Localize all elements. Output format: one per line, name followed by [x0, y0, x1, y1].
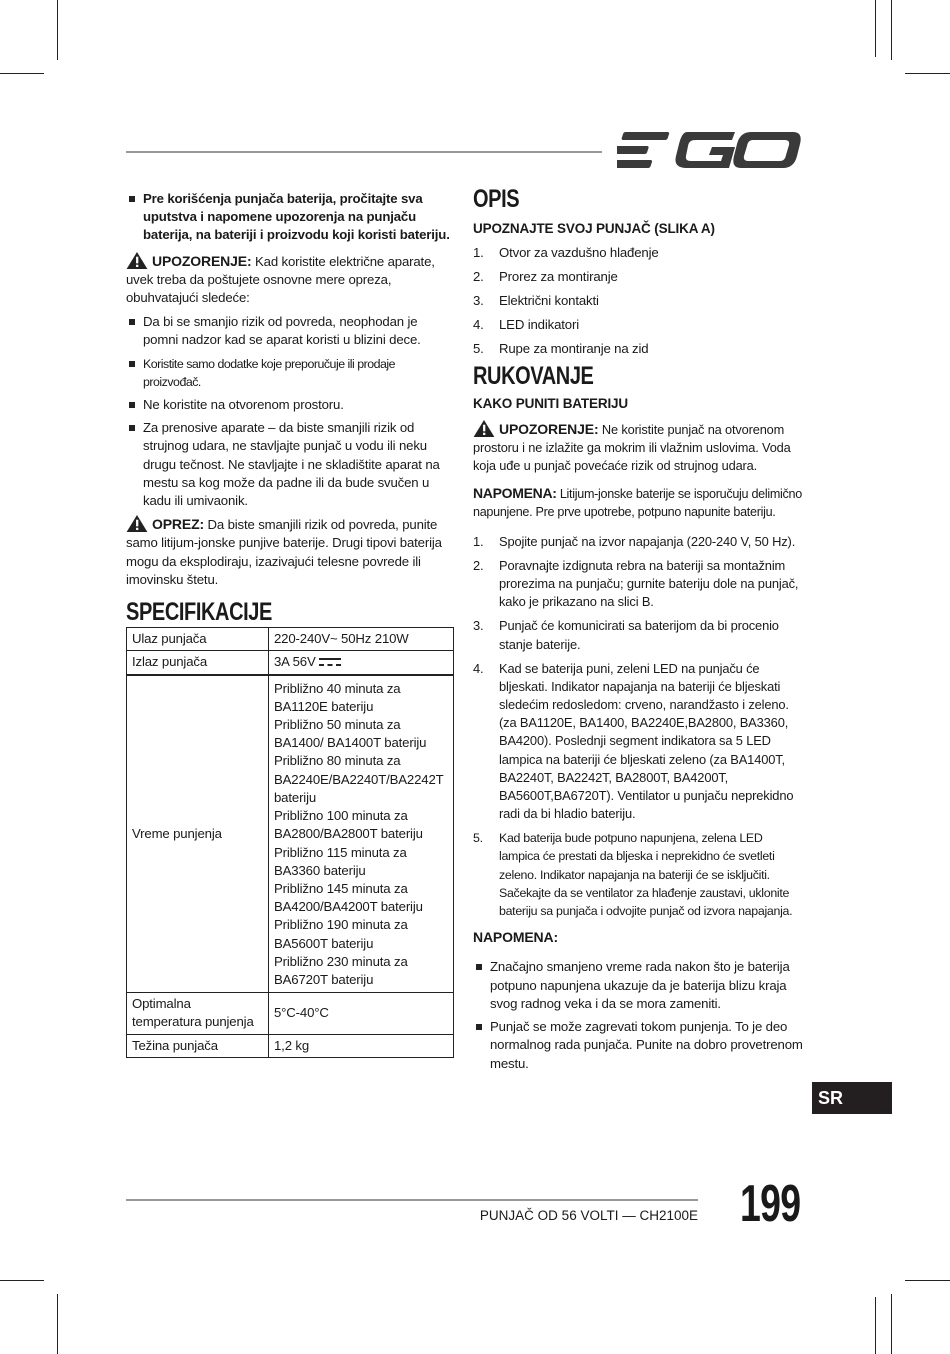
know-heading: UPOZNAJTE SVOJ PUNJAČ (SLIKA A): [473, 221, 715, 237]
crop-mark: [0, 1280, 44, 1281]
note-text: Litijum-jonske baterije se isporučuju delimično napunjene. Pre prve upotrebe, potpuno napunite bateriju.: [473, 486, 802, 519]
warning-block: [473, 420, 803, 476]
spec-heading: SPECIFIKACIJE: [126, 598, 272, 627]
charge-time: Približno 80 minuta za BA2240E/BA2240T/BA2242T bateriju: [274, 753, 444, 805]
list-item: [473, 660, 803, 824]
caution-label: OPREZ:: [152, 516, 204, 533]
warning-label: UPOZORENJE:: [152, 252, 252, 269]
crop-mark: [875, 0, 876, 57]
item-number: 2.: [473, 558, 484, 574]
opis-heading: OPIS: [473, 185, 520, 213]
charge-time: Približno 40 minuta za BA1120E bateriju: [274, 680, 401, 714]
spec-value-cell: [269, 675, 454, 993]
ego-logo: [617, 128, 801, 172]
list-item: [473, 557, 803, 612]
list-item: [473, 829, 803, 920]
crop-mark: [891, 0, 892, 60]
spec-label: Ulaz punjača: [127, 628, 269, 651]
spec-table: [126, 627, 454, 1057]
table-row: [127, 628, 454, 651]
warning-text: Kad koristite električne aparate, uvek treba da poštujete osnovne mere opreza, obuhvatajući sledeće:: [126, 253, 435, 306]
list-item: [473, 533, 803, 551]
charge-time: Približno 145 minuta za BA4200/BA4200T bateriju: [274, 880, 423, 915]
list-item: [473, 316, 803, 334]
spec-label: Izlaz punjača: [127, 651, 269, 675]
item-number: 1.: [473, 534, 484, 550]
crop-mark: [0, 73, 44, 74]
item-text: Rupe za montiranje na zid: [499, 341, 649, 357]
warning-icon: [473, 420, 495, 437]
item-text: Punjač će komunicirati sa baterijom da bi procenio stanje baterije.: [499, 618, 779, 652]
list-item: [473, 617, 803, 653]
footer-rule: [126, 1199, 698, 1201]
list-item: Da bi se smanjio rizik od povreda, neophodan je pomni nadzor kad se aparat koristi u blizini dece.: [126, 313, 454, 349]
charge-time: Približno 230 minuta za BA6720T bateriju: [274, 953, 408, 987]
warning-icon: [126, 515, 148, 532]
list-item: Koristite samo dodatke koje preporučuje ili prodaje proizvođač.: [126, 355, 454, 391]
table-row: [127, 651, 454, 675]
item-text: LED indikatori: [499, 317, 579, 333]
note2-label: NAPOMENA:: [473, 929, 558, 946]
item-number: 5.: [473, 831, 483, 846]
item-text: Otvor za vazdušno hlađenje: [499, 245, 659, 261]
note-label: NAPOMENA:: [473, 484, 557, 501]
note-block: [473, 484, 803, 521]
spec-label: Težina punjača: [127, 1034, 269, 1057]
item-number: 3.: [473, 618, 484, 634]
warning-label: UPOZORENJE:: [499, 421, 599, 438]
item-number: 2.: [473, 269, 484, 285]
charge-time: Približno 115 minuta za BA3360 bateriju: [274, 844, 407, 878]
crop-mark: [891, 1294, 892, 1354]
list-item: Punjač se može zagrevati tokom punjenja. To je deo normalnog rada punjača. Punite na dobro provetrenom mestu.: [473, 1018, 803, 1073]
item-text: Poravnajte izdignuta rebra na bateriji sa montažnim prorezima na punjaču; gurnite bateriju dole na punjač, kako je prikazano na slici B.: [499, 558, 799, 610]
warning-text: Ne koristite punjač na otvorenom prostoru i ne izlažite ga mokrim ili vlažnim uslovima. Voda koja uđe u punjač povećaće rizik od strujnog udara.: [473, 422, 791, 474]
list-item: [473, 340, 803, 358]
item-text: Električni kontakti: [499, 293, 599, 309]
crop-mark: [905, 1280, 950, 1281]
list-item: [473, 292, 803, 310]
crop-mark: [875, 1297, 876, 1354]
charge-time: Približno 100 minuta za BA2800/BA2800T bateriju: [274, 808, 423, 842]
spec-label: Vreme punjenja: [127, 675, 269, 993]
rukovanje-heading: RUKOVANJE: [473, 361, 594, 390]
footer-title: PUNJAČ OD 56 VOLTI — CH2100E: [479, 1208, 698, 1223]
dc-symbol-icon: [319, 657, 341, 667]
item-number: 3.: [473, 293, 484, 309]
how-heading: KAKO PUNITI BATERIJU: [473, 395, 629, 411]
spec-value: 3A 56V: [274, 654, 316, 670]
item-text: Prorez za montiranje: [499, 269, 618, 285]
crop-mark: [57, 0, 58, 60]
charge-time: Približno 50 minuta za BA1400/ BA1400T bateriju: [274, 717, 427, 751]
table-row: [127, 1034, 454, 1057]
item-text: Kad baterija bude potpuno napunjena, zelena LED lampica će prestati da bljeska i neprekidno će svetleti zeleno. Indikator napajanja na bateriji će se isključiti. Sačekajte da se ventilator za hlađenje zaustavi, uklonite bateriju sa punjača i odvojite punjač od izvora napajanja.: [499, 831, 793, 919]
left-column: [126, 190, 454, 1058]
page-number: 199: [740, 1175, 801, 1233]
spec-value-cell: [269, 651, 454, 675]
steps-list: [473, 533, 803, 920]
item-text: Kad se baterija puni, zeleni LED na punjaču će bljeskati. Indikator napajanja na bateriji će bljeskati sledećim redosledom: crveno, narandžasto i zeleno. (za BA1120E, BA1400, BA2240E,BA2800, BA3360, BA4200). Poslednji segment indikatora sa 5 LED lampica na bateriji će bljeskati zeleno (za BA1400T, BA2240T, BA2242T, BA2800T, BA4200T, BA5600T,BA6720T). Ventilator u punjaču neprekidno radi da bi hladio bateriju.: [499, 660, 794, 822]
crop-mark: [57, 1294, 58, 1354]
parts-list: [473, 244, 803, 358]
item-number: 1.: [473, 245, 484, 261]
table-row: [127, 675, 454, 993]
intro-bullet: Pre korišćenja punjača baterija, pročitajte sva uputstva i napomene upozorenja na punjaču baterija, na bateriji i proizvodu koji koristi bateriju.: [126, 190, 454, 245]
charge-time: Približno 190 minuta za BA5600T bateriju: [274, 917, 408, 951]
spec-value: 1,2 kg: [269, 1034, 454, 1057]
header-rule: [126, 151, 602, 153]
warning-icon: [126, 252, 148, 269]
spec-value: 5°C-40°C: [269, 993, 454, 1034]
list-item: Ne koristite na otvorenom prostoru.: [126, 396, 454, 414]
spec-value: 220-240V~ 50Hz 210W: [269, 628, 454, 651]
list-item: [473, 268, 803, 286]
table-row: [127, 993, 454, 1034]
item-number: 4.: [473, 660, 484, 676]
list-item: Za prenosive aparate – da biste smanjili rizik od strujnog udara, ne stavljajte punjač u vodu ili neku drugu tečnost. Ne stavljajte i ne skladištite aparat na mestu sa kog može da padne ili da bude svučen u kadu ili umivaonik.: [126, 419, 454, 510]
caution-text: Da biste smanjili rizik od povreda, punite samo litijum-jonske punjive baterije. Drugi tipovi baterija mogu da eksplodiraju, izazivajući telesne povrede ili imovinsku štetu.: [126, 517, 442, 587]
right-column: [473, 185, 803, 1078]
language-tab: SR: [812, 1082, 892, 1114]
item-text: Spojite punjač na izvor napajanja (220-240 V, 50 Hz).: [499, 534, 796, 550]
item-number: 5.: [473, 341, 484, 357]
caution-block: [126, 515, 454, 589]
list-item: [473, 244, 803, 262]
item-number: 4.: [473, 317, 484, 333]
crop-mark: [905, 73, 950, 74]
spec-label: Optimalna temperatura punjenja: [127, 993, 269, 1034]
warning-block: [126, 252, 454, 308]
list-item: Značajno smanjeno vreme rada nakon što je baterija potpuno napunjena ukazuje da je baterija blizu kraja svog radnog veka i da se mora zameniti.: [473, 958, 803, 1013]
